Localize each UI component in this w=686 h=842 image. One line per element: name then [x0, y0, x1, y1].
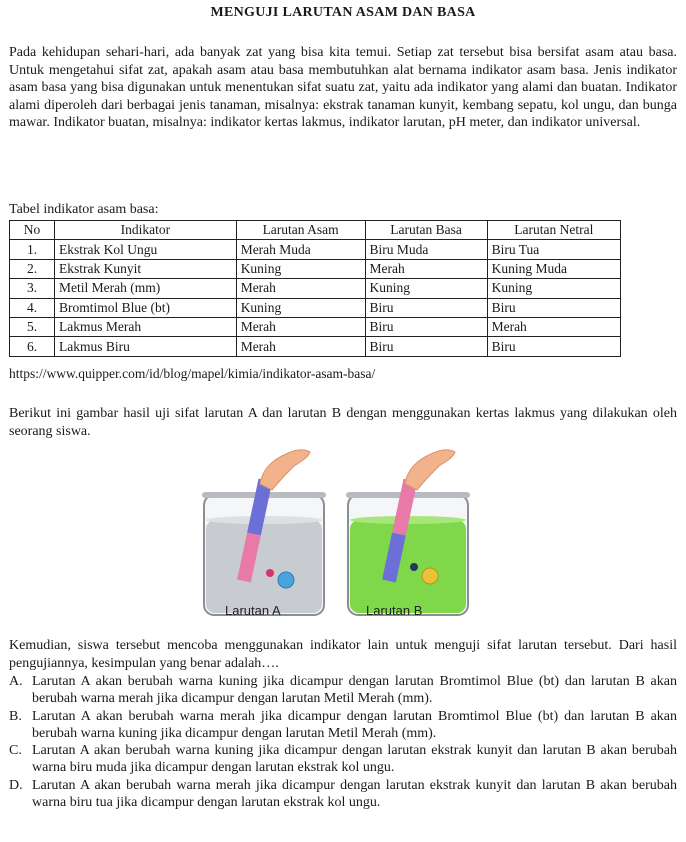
table-row [10, 240, 621, 259]
beaker-illustration [190, 440, 490, 630]
bubble [278, 572, 294, 588]
cell-asam: Merah [236, 337, 365, 356]
cell-no: 3. [10, 279, 55, 298]
cell-indikator: Bromtimol Blue (bt) [55, 298, 237, 317]
table-row [10, 337, 621, 356]
option-letter: B. [9, 708, 22, 724]
cell-asam: Merah Muda [236, 240, 365, 259]
table-row [10, 279, 621, 298]
figure-intro: Berikut ini gambar hasil uji sifat larutan A dan larutan B dengan menggunakan kertas lakmus yang dilakukan oleh seorang siswa. [9, 406, 677, 439]
page-title: MENGUJI LARUTAN ASAM DAN BASA [210, 5, 476, 20]
header-larutan-basa: Larutan Basa [365, 221, 487, 240]
header-larutan-asam: Larutan Asam [236, 221, 365, 240]
bubble [266, 569, 274, 577]
bubble [410, 563, 418, 571]
cell-netral: Merah [487, 317, 620, 336]
cell-netral: Kuning Muda [487, 259, 620, 278]
cell-indikator: Metil Merah (mm) [55, 279, 237, 298]
cell-basa: Biru [365, 317, 487, 336]
beaker-b-label: Larutan B [366, 603, 423, 618]
option-b[interactable] [9, 708, 677, 743]
cell-asam: Merah [236, 317, 365, 336]
cell-indikator: Ekstrak Kunyit [55, 259, 237, 278]
cell-basa: Merah [365, 259, 487, 278]
cell-no: 2. [10, 259, 55, 278]
table-label: Tabel indikator asam basa: [9, 202, 159, 217]
option-letter: A. [9, 674, 23, 689]
cell-basa: Biru [365, 298, 487, 317]
header-indikator: Indikator [55, 221, 237, 240]
answer-options [9, 673, 677, 811]
solution-a [206, 520, 322, 613]
cell-netral: Biru [487, 298, 620, 317]
option-text: Larutan A akan berubah warna merah jika dicampur dengan larutan Bromtimol Blue (bt) dan larutan B akan berubah warna kuning jika dicampur dengan larutan Metil Merah (mm). [32, 708, 677, 741]
beaker-b [346, 450, 470, 615]
solution-b [350, 520, 466, 613]
cell-asam: Merah [236, 279, 365, 298]
source-link: https://www.quipper.com/id/blog/mapel/kimia/indikator-asam-basa/ [9, 366, 376, 381]
cell-no: 4. [10, 298, 55, 317]
cell-basa: Biru Muda [365, 240, 487, 259]
hand-icon [405, 450, 455, 490]
table-row [10, 259, 621, 278]
option-text: Larutan A akan berubah warna kuning jika dicampur dengan larutan ekstrak kunyit dan larutan B akan berubah warna biru muda jika dicampur dengan larutan ekstrak kol ungu. [32, 743, 677, 776]
cell-no: 1. [10, 240, 55, 259]
hand-icon [260, 450, 310, 490]
beaker-a-label: Larutan A [225, 603, 281, 618]
table-row [10, 317, 621, 336]
cell-indikator: Lakmus Biru [55, 337, 237, 356]
option-a[interactable] [9, 673, 677, 708]
header-larutan-netral: Larutan Netral [487, 221, 620, 240]
bubble [422, 568, 438, 584]
cell-netral: Kuning [487, 279, 620, 298]
intro-paragraph: Pada kehidupan sehari-hari, ada banyak zat yang bisa kita temui. Setiap zat tersebut bisa bersifat asam atau basa. Untuk mengetahui sifat zat, apakah asam atau basa membutuhkan alat bernama indikator asam basa. Jenis indikator asam basa yang bisa digunakan untuk menentukan sifat suatu zat, yaitu ada indikator yang alami dan buatan. Indikator alami diperoleh dari berbagai jenis tanaman, misalnya: ekstrak tanaman kunyit, kembang sepatu, kol ungu, dan bunga mawar. Indikator buatan, misalnya: indikator kertas lakmus, indikator larutan, pH meter, dan indikator universal. [9, 45, 677, 130]
cell-asam: Kuning [236, 298, 365, 317]
indicator-table [9, 220, 621, 357]
cell-no: 6. [10, 337, 55, 356]
option-text: Larutan A akan berubah warna kuning jika dicampur dengan larutan Bromtimol Blue (bt) dan larutan B akan berubah warna merah jika dicampur dengan larutan Metil Merah (mm). [32, 674, 677, 707]
cell-basa: Kuning [365, 279, 487, 298]
option-c[interactable] [9, 742, 677, 777]
cell-netral: Biru Tua [487, 240, 620, 259]
cell-basa: Biru [365, 337, 487, 356]
cell-no: 5. [10, 317, 55, 336]
table-header-row [10, 221, 621, 240]
beaker-a [202, 450, 326, 615]
header-no: No [10, 221, 55, 240]
cell-indikator: Lakmus Merah [55, 317, 237, 336]
option-d[interactable] [9, 777, 677, 812]
cell-asam: Kuning [236, 259, 365, 278]
table-row [10, 298, 621, 317]
question-text: Kemudian, siswa tersebut mencoba menggunakan indikator lain untuk menguji sifat larutan tersebut. Dari hasil pengujiannya, kesimpulan yang benar adalah…. [9, 638, 677, 671]
option-text: Larutan A akan berubah warna merah jika dicampur dengan larutan ekstrak kunyit dan larutan B akan berubah warna biru tua jika dicampur dengan larutan ekstrak kol ungu. [32, 777, 677, 811]
cell-netral: Biru [487, 337, 620, 356]
cell-indikator: Ekstrak Kol Ungu [55, 240, 237, 259]
option-letter: D. [9, 777, 23, 793]
option-letter: C. [9, 743, 22, 759]
